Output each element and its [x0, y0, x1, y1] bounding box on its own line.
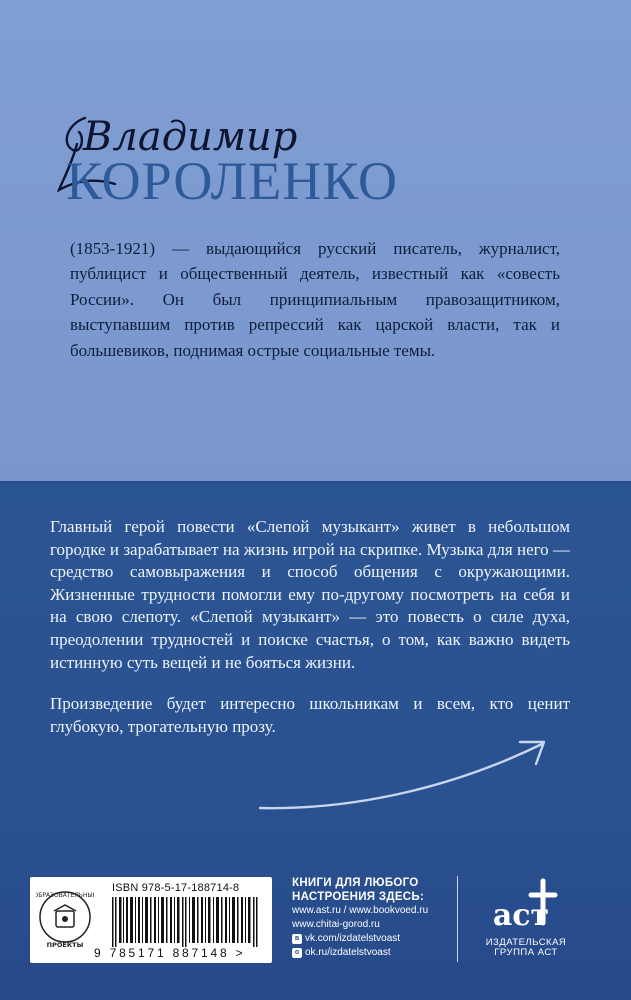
- publisher-logo-text: аст: [492, 898, 550, 933]
- publisher-name-line-2: ГРУППА АСТ: [494, 947, 558, 958]
- social-ok-row[interactable]: [292, 946, 452, 960]
- shop-link-1[interactable]: www.ast.ru / www.bookvoed.ru: [292, 905, 429, 916]
- badge-top-text: ОБРАЗОВАТЕЛЬНЫЕ: [36, 892, 94, 899]
- author-first-name-text: Владимир: [83, 114, 298, 160]
- publisher-logo-icon: [481, 873, 571, 939]
- publisher-block: [466, 873, 586, 959]
- author-last-name: КОРОЛЕНКО: [66, 151, 398, 211]
- author-bio: [70, 236, 560, 363]
- barcode-panel: [30, 877, 272, 963]
- book-description: [50, 516, 570, 738]
- ok-icon: о: [292, 948, 302, 958]
- shop-info: [292, 876, 452, 960]
- barcode-digits: 9 785171 887148 >: [94, 946, 246, 960]
- vk-icon: в: [292, 934, 302, 944]
- barcode-bars: [110, 897, 260, 947]
- shop-title-line-2: НАСТРОЕНИЯ ЗДЕСЬ:: [292, 891, 425, 903]
- description-paragraph-1: Главный герой повести «Слепой музыкант» живет в небольшом городке и зарабатывает на жизнь игрой на скрипке. Музыка для него — средство самовыражения и способ общения с окружающими. Жизненные трудности помогли ему по-другому посмотреть на себя и на свою слепоту. «Слепой музыкант» — это повесть о силе духа, преодолении трудностей и поиске счастья, о том, как важно видеть истинную суть вещей и не бояться жизни.: [50, 517, 570, 672]
- vertical-separator: [457, 876, 458, 962]
- social-ok-link[interactable]: ok.ru/izdatelstvoast: [305, 947, 391, 958]
- description-paragraph-2: Произведение будет интересно школьникам и всем, кто ценит глубокую, трогательную прозу.: [50, 694, 570, 736]
- author-bio-text: (1853-1921) — выдающийся русский писатель, журналист, публицист и общественный деятель, известный как «совесть России». Он был принципиальным правозащитником, выступавшим против репрессий как царской власти, так и большевиков, поднимая острые социальные темы.: [70, 239, 560, 360]
- badge-bottom-text: ПРОЕКТЫ: [46, 941, 84, 949]
- decorative-arrow-icon: [258, 728, 558, 818]
- education-projects-badge-icon: [36, 885, 94, 953]
- social-vk-row[interactable]: [292, 932, 452, 946]
- shop-link-2[interactable]: www.chitai-gorod.ru: [292, 919, 380, 930]
- isbn-number: ISBN 978-5-17-188714-8: [112, 882, 240, 894]
- social-vk-link[interactable]: vk.com/izdatelstvoast: [305, 933, 401, 944]
- publisher-name-line-1: ИЗДАТЕЛЬСКАЯ: [485, 937, 567, 948]
- shop-title-line-1: КНИГИ ДЛЯ ЛЮБОГО: [292, 877, 419, 889]
